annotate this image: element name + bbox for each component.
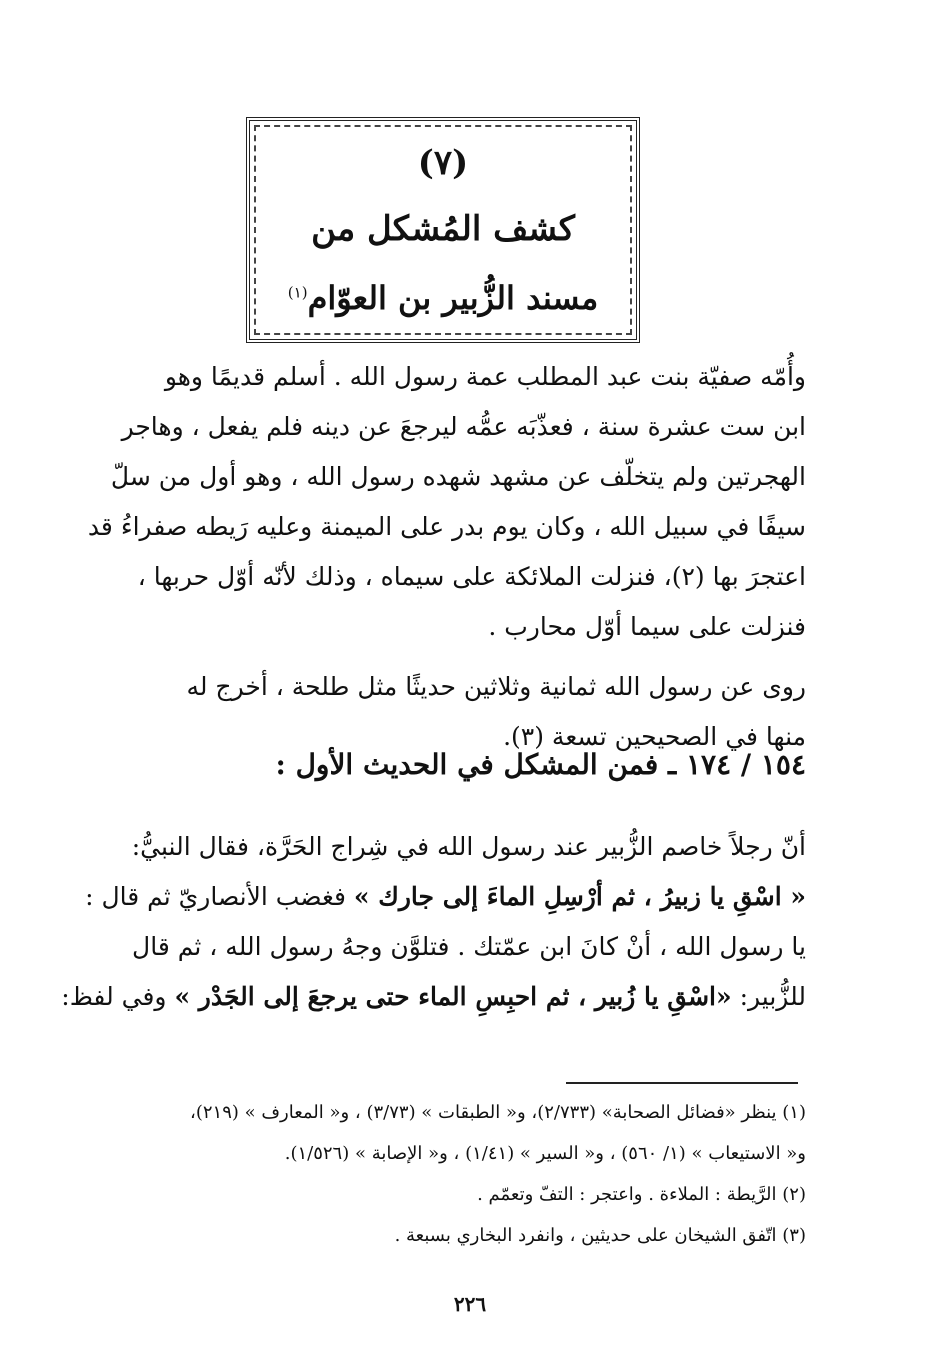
chapter-title-line1: كشف المُشكل من <box>311 209 575 249</box>
narration-paragraph <box>76 662 806 762</box>
text-line: روى عن رسول الله ثمانية وثلاثين حديثًا مثل طلحة ، أخرج له <box>186 672 806 701</box>
hadith-paragraph <box>61 822 806 1022</box>
hadith-quote: « اسْقِ يا زبيرُ ، ثم أرْسِلِ الماءَ إلى جارك » <box>353 882 806 911</box>
footnote-line: (١) ينظر «فضائل الصحابة» (٢/٧٣٣)، و« الطبقات » (٣/٧٣) ، و« المعارف » (٢١٩)، <box>190 1102 806 1123</box>
text-line: اعتجرَ بها (٢)، فنزلت الملائكة على سيماه ، وذلك لأنّه أوّل حربها ، <box>137 562 806 591</box>
hadith-quote: «اسْقِ يا زُبير ، ثم احبِسِ الماء حتى يرجعَ إلى الجَدْر » <box>174 982 732 1011</box>
text-line: سيفًا في سبيل الله ، وكان يوم بدر على الميمنة وعليه رَيطه صفراءُ قد <box>87 512 806 541</box>
text-line: أنّ رجلاً خاصم الزُّبير عند رسول الله في شِراج الحَرَّة، فقال النبيُّ: <box>131 832 806 861</box>
text-line: ابن ست عشرة سنة ، فعذّبَه عمُّه ليرجعَ عن دينه فلم يفعل ، وهاجر <box>121 412 806 441</box>
biography-paragraph <box>76 352 806 652</box>
text-line <box>61 972 806 1022</box>
text-span: وفي لفظ: <box>61 982 175 1011</box>
text-line <box>76 872 806 922</box>
footnote-line: و« الاستيعاب » (١/ ٥٦٠) ، و« السير » (١/٤١) ، و« الإصابة » (١/٥٢٦). <box>284 1143 806 1164</box>
footnote-line: (٢) الرَّيطة : الملاءة . واعتجر : التفّ وتعمّم . <box>477 1184 806 1205</box>
footnote-divider <box>566 1082 798 1084</box>
text-line: الهجرتين ولم يتخلّف عن مشهد شهده رسول الله ، وهو أول من سلّ <box>110 462 806 491</box>
footnotes <box>76 1092 806 1256</box>
footnote-line: (٣) اتّفق الشيخان على حديثين ، وانفرد البخاري بسبعة . <box>394 1225 806 1246</box>
title-footnote-marker: (١) <box>287 283 308 302</box>
hadith-heading: ١٥٤ / ١٧٤ ـ فمن المشكل في الحديث الأول : <box>275 748 806 781</box>
text-line: فنزلت على سيما أوّل محارب . <box>488 612 806 641</box>
title-frame <box>246 117 640 343</box>
text-line: يا رسول الله ، أنْ كانَ ابن عمّتك . فتلوَّن وجهُ رسول الله ، ثم قال <box>132 932 806 961</box>
text-line: منها في الصحيحين تسعة (٣). <box>503 722 806 751</box>
page-number: ٢٢٦ <box>453 1292 487 1316</box>
text-line: وأُمّه صفيّة بنت عبد المطلب عمة رسول الله . أسلم قديمًا وهو <box>164 362 806 391</box>
text-span: فغضب الأنصاريّ ثم قال : <box>85 882 354 911</box>
chapter-title-text: مسند الزُّبير بن العوّام <box>307 279 599 317</box>
chapter-number: (٧) <box>417 143 469 183</box>
text-span: للزُّبير: <box>731 982 806 1011</box>
chapter-title-line2 <box>250 279 636 317</box>
